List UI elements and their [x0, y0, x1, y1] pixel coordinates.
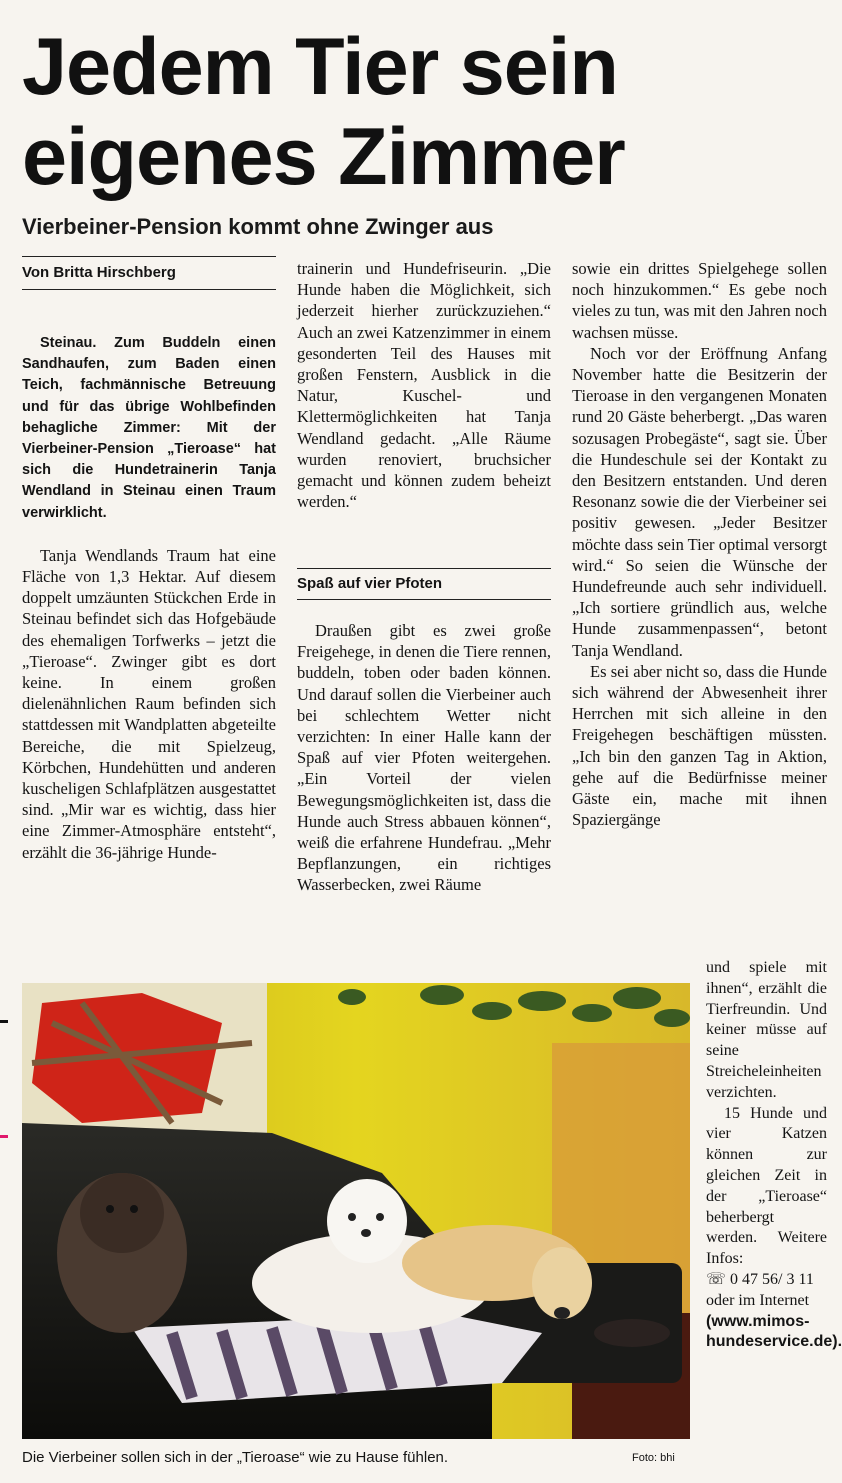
crop-mark	[0, 1020, 8, 1023]
body-paragraph: Draußen gibt es zwei große Freigehege, in denen die Tiere rennen, buddeln, toben oder baden können. Und darauf sollen die Vierbeiner auch bei schlechtem Wetter nicht verzichten: In einer Halle kann der Spaß auf vier Pfoten weitergehen. „Ein Vorteil der vielen Bewegungsmöglichkeiten ist, dass die Hunde auch Stress abbauen können“, weiß die erfahrene Hundefrau. „Mehr Bepflanzungen, ein richtiges Wasserbecken, zwei Räume	[297, 621, 551, 895]
article-column-4	[706, 958, 842, 1470]
internet-label: oder im Internet	[706, 1291, 810, 1309]
photo-credit: Foto: bhi	[632, 1452, 675, 1464]
photo-caption: Die Vierbeiner sollen sich in der „Tieroase“ wie zu Hause fühlen.	[22, 1449, 449, 1466]
body-paragraph: 15 Hunde und vier Katzen können zur gleichen Zeit in der „Tieroase“ beherbergt werden. Weitere Infos:	[706, 1104, 827, 1268]
body-paragraph: sowie ein drittes Spielgehege sollen noch hinzukommen.“ Es gebe noch vieles zu tun, was mit den Jahren noch wachsen müsse.	[572, 259, 827, 342]
section-heading: Spaß auf vier Pfoten	[297, 568, 551, 600]
body-paragraph: trainerin und Hundefriseurin. „Die Hunde haben die Möglichkeit, sich jederzeit hierher zurückzuziehen.“ Auch an zwei Katzenzimmer in einem gesonderten Teil des Hauses mit großen Fenstern, Ausblick in die Natur, Kuschel- und Klettermöglichkeiten hat Tanja Wendland gedacht. „Alle Räume wurden renoviert, bruchsicher gemacht und können zudem beheizt werden.“	[297, 259, 551, 512]
phone-number: ☏ 0 47 56/ 3 11	[706, 1270, 814, 1288]
crop-mark	[0, 1135, 8, 1138]
website-link[interactable]: (www.mimos-hundeservice.de).	[706, 1312, 842, 1351]
body-paragraph: Noch vor der Eröffnung Anfang November hatte die Besitzerin der Tieroase in den vergangenen Monaten rund 20 Gäste beherbergt. „Das waren sozusagen Probegäste“, sagt sie. Über die Hundeschule sei der Kontakt zu den Besitzern entstanden. Und deren Resonanz sowie die der Vierbeiner sei positiv gewesen. „Jeder Besitzer möchte dass sein Tier optimal versorgt wird.“ So seien die Wünsche der Hundefreunde auch sehr individuell. „Ich sortiere gründlich aus, welche Hunde zusammenpassen“, betont Tanja Wendland.	[572, 343, 827, 660]
article-column-1	[22, 333, 276, 961]
article-column-3	[572, 258, 827, 961]
article-column-2	[297, 258, 551, 558]
body-paragraph: Tanja Wendlands Traum hat eine Fläche von 1,3 Hektar. Auf diesem doppelt umzäunten Stückchen Erde in Steinau befindet sich das Hofgebäude des ehemaligen Torfwerks – jetzt die „Tieroase“. Zwinger gibt es dort keine. In einem großen dielenähnlichen Raum befinden sich stattdessen mit Wandplatten abgeteilte Bereiche, die mit Spielzeug, Körbchen, Hundehütten und anderen kuscheligen Schlafplätzen ausgestattet sind. „Mir war es wichtig, dass hier eine Zimmer-Atmosphäre entsteht“, erzählt die 36-jährige Hunde-	[22, 545, 276, 862]
headline: Jedem Tier sein eigenes Zimmer	[22, 22, 625, 202]
article-photo	[22, 983, 690, 1439]
byline: Von Britta Hirschberg	[22, 256, 276, 290]
article-column-2-continued	[297, 620, 551, 961]
body-paragraph: Es sei aber nicht so, dass die Hunde sich während der Abwesenheit ihrer Herrchen mit sich alleine in den Freigehegen beschäftigen müssten. „Ich bin den ganzen Tag in Aktion, gehe auf die Bedürfnisse meiner Gäste ein, mache mit ihnen Spaziergänge	[572, 661, 827, 830]
photo-dogs-on-sofa	[22, 983, 690, 1439]
lead-paragraph: Steinau. Zum Buddeln einen Sandhaufen, zum Baden einen Teich, fachmännische Betreuung und für das übrige Wohlbefinden behagliche Zimmer: Mit der Vierbeiner-Pension „Tieroase“ hat sich die Hundetrainerin Tanja Wendland in Steinau einen Traum verwirklicht.	[22, 335, 276, 521]
subheadline: Vierbeiner-Pension kommt ohne Zwinger aus	[22, 214, 494, 239]
body-paragraph: und spiele mit ihnen“, erzählt die Tierfreundin. Und keiner müsse auf seine Streicheleinheiten verzichten.	[706, 959, 827, 1101]
